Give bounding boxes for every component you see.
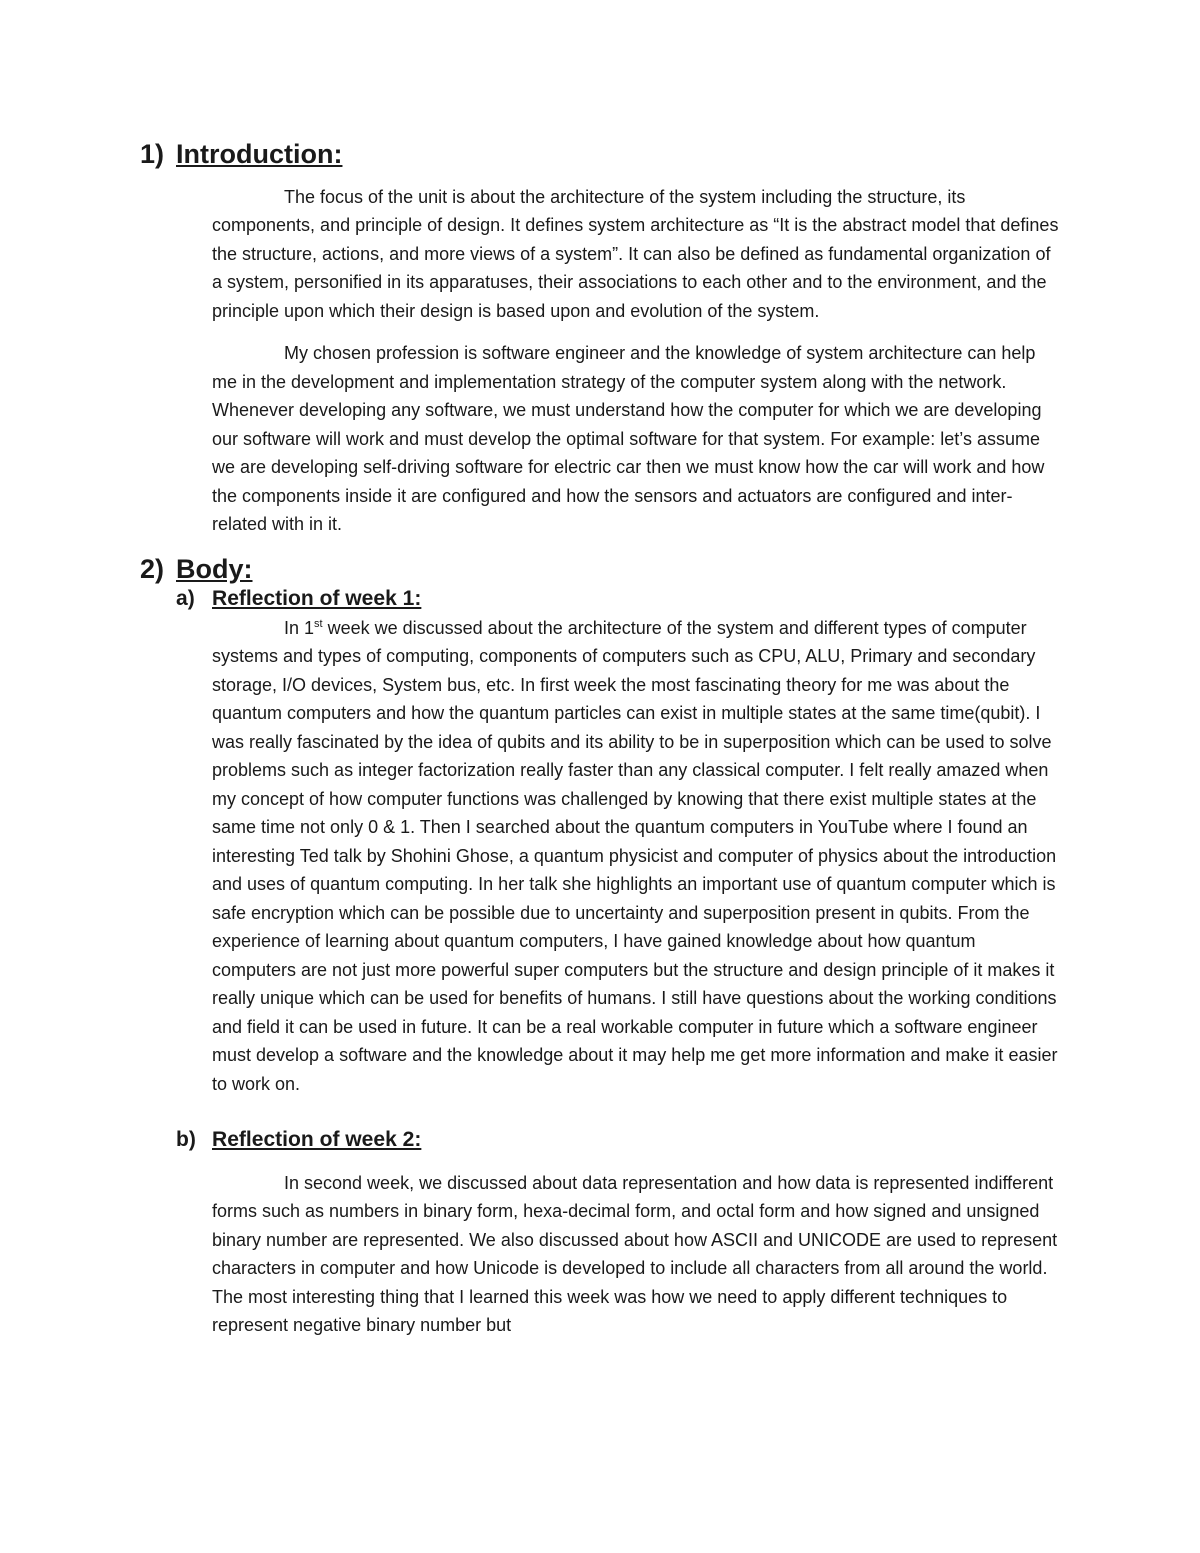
week-1-paragraph [140,614,1060,1099]
document-body [140,140,1060,1340]
section-title: Body: [176,553,253,584]
section-title: Introduction: [176,139,343,169]
subsection-letter: b) [176,1128,196,1151]
subsection-title: Reflection of week 2: [212,1128,422,1151]
section-number: 1) [140,139,165,169]
introduction-paragraph-2: My chosen profession is software engineer and the knowledge of system architecture can help me in the development and implementation strategy of the computer system along with the network. Whenever developing any software, we must understand how the computer for which we are developing our software will work and must develop the optimal software for that system. For example: let’s assume we are developing self-driving software for electric car then we must know how the car will work and how the components inside it are configured and how the sensors and actuators are configured and inter-related with in it. [212,343,1045,534]
week-1-lead: In 1 [284,617,315,638]
section-number: 2) [140,553,165,584]
subsection-heading-week-1 [140,585,1060,614]
subsection-title: Reflection of week 1: [212,587,422,610]
section-heading-body [140,555,1060,584]
section-heading-introduction [140,140,1060,169]
subsection-letter: a) [176,587,195,610]
introduction-paragraph-1: The focus of the unit is about the architecture of the system including the structure, its components, and principle of design. It defines system architecture as “It is the abstract model that defines the structure, actions, and more views of a system”. It can also be defined as fundamental organization of a system, personified in its apparatuses, their associations to each other and to the environment, and the principle upon which their design is based upon and evolution of the system. [212,186,1059,321]
week-1-text: week we discussed about the architecture of the system and different types of computer systems and types of computing, components of computers such as CPU, ALU, Primary and secondary storage, I/O devices, System bus, etc. In first week the most fascinating theory for me was about the quantum computers and how the quantum particles can exist in multiple states at the same time(qubit). I was really fascinated by the idea of qubits and its ability to be in superposition which can be used to solve problems such as integer factorization really faster than any classical computer. I felt really amazed when my concept of how computer functions was challenged by knowing that there exist multiple states at the same time not only 0 & 1. Then I searched about the quantum computers in YouTube where I found an interesting Ted talk by Shohini Ghose, a quantum physicist and computer of physics about the introduction and uses of quantum computing. In her talk she highlights an important use of quantum computer which is safe encryption which can be possible due to uncertainty and superposition present in qubits. From the experience of learning about quantum computers, I have gained knowledge about how quantum computers are not just more powerful super computers but the structure and design principle of it makes it really unique which can be used for benefits of humans. I still have questions about the working conditions and field it can be used in future. It can be a real workable computer in future which a software engineer must develop a software and the knowledge about it may help me get more information and make it easier to work on. [212,617,1058,1094]
week-2-paragraph: In second week, we discussed about data representation and how data is represented indifferent forms such as numbers in binary form, hexa-decimal form, and octal form and how signed and unsigned binary number are represented. We also discussed about how ASCII and UNICODE are used to represent characters in computer and how Unicode is developed to include all characters from all around the world. The most interesting thing that I learned this week was how we need to apply different techniques to represent negative binary number but [212,1172,1058,1335]
ordinal-superscript: st [314,617,323,630]
subsection-heading-week-2 [140,1126,1060,1155]
